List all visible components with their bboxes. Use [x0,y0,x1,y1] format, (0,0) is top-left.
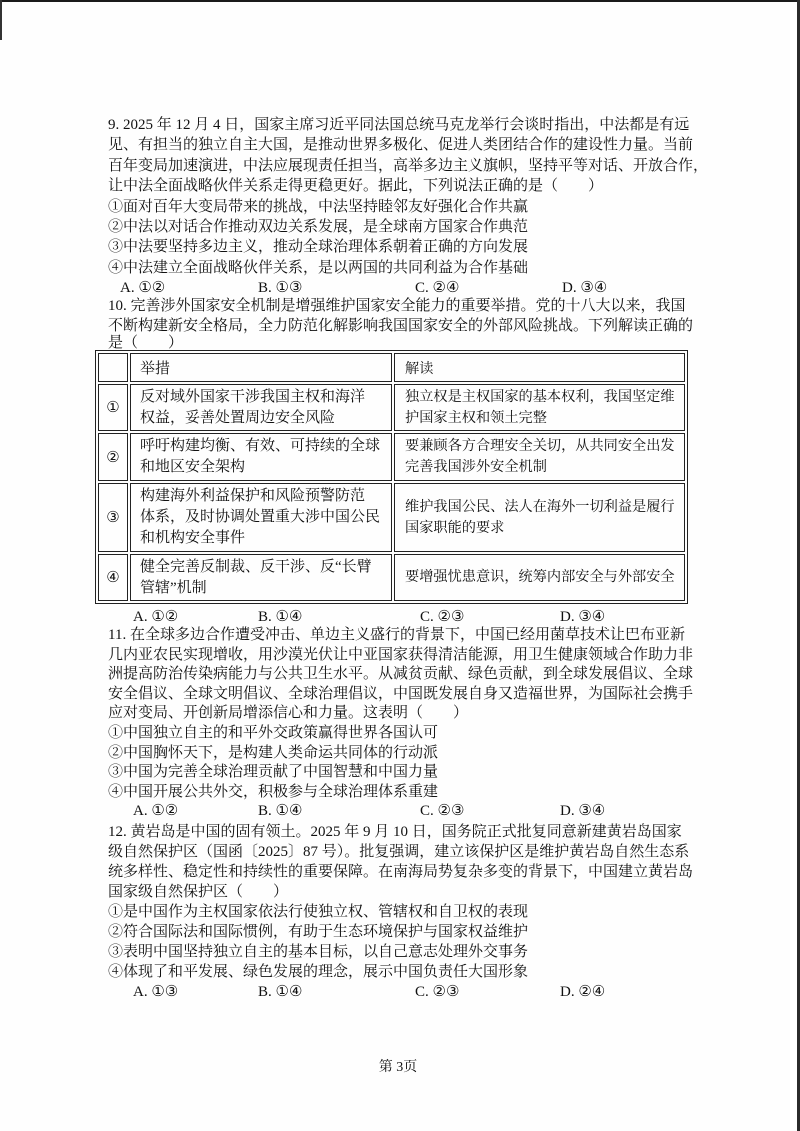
question-stem-line: 几内亚农民实现增收，用沙漠光伏让中亚国家获得清洁能源，用卫生健康领域合作助力非 [108,646,694,663]
choice-b: B. ①④ [258,609,303,625]
choice-d: D. ③④ [560,803,606,820]
statement-2: ②符合国际法和国际惯例，有助于生态环境保护与国家权益维护 [108,924,529,940]
choice-a: A. ①③ [133,984,179,1000]
measure-line: 权益，妥善处置周边安全风险 [140,409,336,426]
answer-choices [108,607,702,627]
reading-line: 维护我国公民、法人在海外一切利益是履行 [405,498,675,515]
measure-line: 呼吁构建均衡、有效、可持续的全球 [140,438,381,454]
statement-4: ④中法建立全面战略伙伴关系，是以两国的共同利益为合作基础 [108,259,529,276]
question-stem-line: 国家级自然保护区（ ） [108,884,289,900]
reading-line: 独立权是主权国家的基本权利，我国坚定维 [405,388,675,405]
statement-2: ②中法以对话合作推动双边关系发展，是全球南方国家合作典范 [108,218,529,235]
reading-line: 护国家主权和领土完整 [405,409,547,426]
table-row [98,483,685,552]
table-cell-reading [394,433,685,481]
question-9 [108,115,709,299]
question-stem-line: 统多样性、稳定性和持续性的重要保障。在南海局势复杂多变的背景下，中国建立黄岩岛 [108,864,694,880]
question-10 [108,296,702,350]
reading-line: 国家职能的要求 [405,519,505,536]
table-cell-number: ④ [98,554,128,601]
table-cell-measure [130,384,392,431]
page-number: 第 3页 [378,1060,418,1075]
choice-d: D. ③④ [560,609,606,625]
question-stem-line: 12. 黄岩岛是中国的固有领土。2025 年 9 月 10 日，国务院正式批复同意新建黄岩岛国家 [108,824,682,840]
question-12 [108,822,702,1002]
table-cell-number: ② [98,433,128,481]
table-cell-number: ③ [98,483,128,552]
question-stem-line: 10. 完善涉外国家安全机制是增强维护国家安全能力的重要举措。党的十八大以来，我国 [108,298,686,314]
choice-d: D. ③④ [562,280,608,297]
question-stem-line: 应对变局、开创新局增添信心和力量。这表明（ ） [108,705,469,722]
table-row [98,554,685,601]
measure-line: 和地区安全架构 [140,459,246,475]
statement-4: ④体现了和平发展、绿色发展的理念，展示中国负责任大国形象 [108,964,529,980]
table-header-number [98,353,128,382]
scan-edge-top [0,0,800,2]
choice-b: B. ①④ [258,984,303,1000]
choice-a: A. ①② [133,609,179,625]
table-cell-reading [394,384,685,431]
question-11 [108,626,702,822]
question-stem-line: 是（ ） [108,334,184,351]
table-cell-reading [394,483,685,552]
table-row [98,384,685,431]
reading-line: 要增强忧患意识，统筹内部安全与外部安全 [405,569,675,585]
table-cell-measure [130,483,392,552]
security-measures-table [95,350,688,604]
table-cell-measure [130,433,392,481]
choice-c: C. ②③ [415,984,460,1000]
statement-3: ③表明中国坚持独立自主的基本目标，以自己意志处理外交事务 [108,944,529,960]
table-header-reading: 解读 [394,353,685,382]
measure-line: 体系，及时协调处置重大涉中国公民 [140,509,381,525]
question-stem-line: 9. 2025 年 12 月 4 日，国家主席习近平同法国总统马克龙举行会谈时指出，中法都是有远 [108,117,690,133]
statement-1: ①面对百年大变局带来的挑战，中法坚持睦邻友好强化合作共赢 [108,198,529,215]
answer-choices [108,802,702,822]
table-header-measure: 举措 [130,353,392,382]
reading-line: 要兼顾各方合理安全关切，从共同安全出发 [405,438,675,454]
statement-3: ③中国为完善全球治理贡献了中国智慧和中国力量 [108,764,439,781]
question-stem-line: 11. 在全球多边合作遭受冲击、单边主义盛行的背景下，中国已经用菌草技术让巴布亚新 [108,627,685,643]
question-10-choices [108,607,702,627]
measure-line: 构建海外利益保护和风险预警防范 [140,488,366,504]
measure-line: 管辖”机制 [140,579,207,596]
choice-c: C. ②④ [415,280,460,297]
question-stem-line: 洲提高防治传染病能力与公共卫生水平。从减贫贡献、绿色贡献，到全球发展倡议、全球 [108,666,694,683]
question-stem-line: 安全倡议、全球文明倡议、全球治理倡议，中国既发展自身又造福世界，为国际社会携手 [108,685,694,702]
measure-line: 和机构安全事件 [140,530,246,546]
table-row [98,433,685,481]
statement-2: ②中国胸怀天下，是构建人类命运共同体的行动派 [108,744,439,761]
question-stem-line: 不断构建新安全格局，全力防范化解影响我国国家安全的外部风险挑战。下列解读正确的 [108,318,694,335]
statement-3: ③中法要坚持多边主义，推动全球治理体系朝着正确的方向发展 [108,239,529,256]
statement-1: ①中国独立自主的和平外交政策赢得世界各国认可 [108,724,439,741]
choice-c: C. ②③ [420,803,465,820]
table-cell-reading [394,554,685,601]
measure-line: 健全完善反制裁、反干涉、反“长臂 [140,558,372,575]
scan-edge-left [0,0,2,40]
choice-b: B. ①④ [258,803,303,820]
answer-choices [108,982,702,1002]
choice-b: B. ①③ [258,280,303,297]
question-stem-line: 见、有担当的独立自主大国，是推动世界多极化、促进人类团结合作的建设性力量。当前 [108,137,694,154]
question-stem-line: 百年变局加速演进，中法应展现责任担当，高举多边主义旗帜，坚持平等对话、开放合作， [108,157,709,174]
question-stem-line: 让中法全面战略伙伴关系走得更稳更好。据此，下列说法正确的是（ ） [108,178,604,195]
choice-c: C. ②③ [420,609,465,625]
measure-line: 反对域外国家干涉我国主权和海洋 [140,388,366,405]
table-cell-measure [130,554,392,601]
table-header-row [98,353,685,382]
reading-line: 完善我国涉外安全机制 [405,459,547,475]
choice-d: D. ②④ [560,984,606,1000]
table-cell-number: ① [98,384,128,431]
statement-1: ①是中国作为主权国家依法行使独立权、管辖权和自卫权的表现 [108,904,529,920]
choice-a: A. ①② [120,280,166,297]
question-stem-line: 级自然保护区（国函〔2025〕87 号）。批复强调，建立该保护区是维护黄岩岛自然生态系 [108,844,690,860]
statement-4: ④中国开展公共外交，积极参与全球治理体系重建 [108,783,439,800]
choice-a: A. ①② [133,803,179,820]
